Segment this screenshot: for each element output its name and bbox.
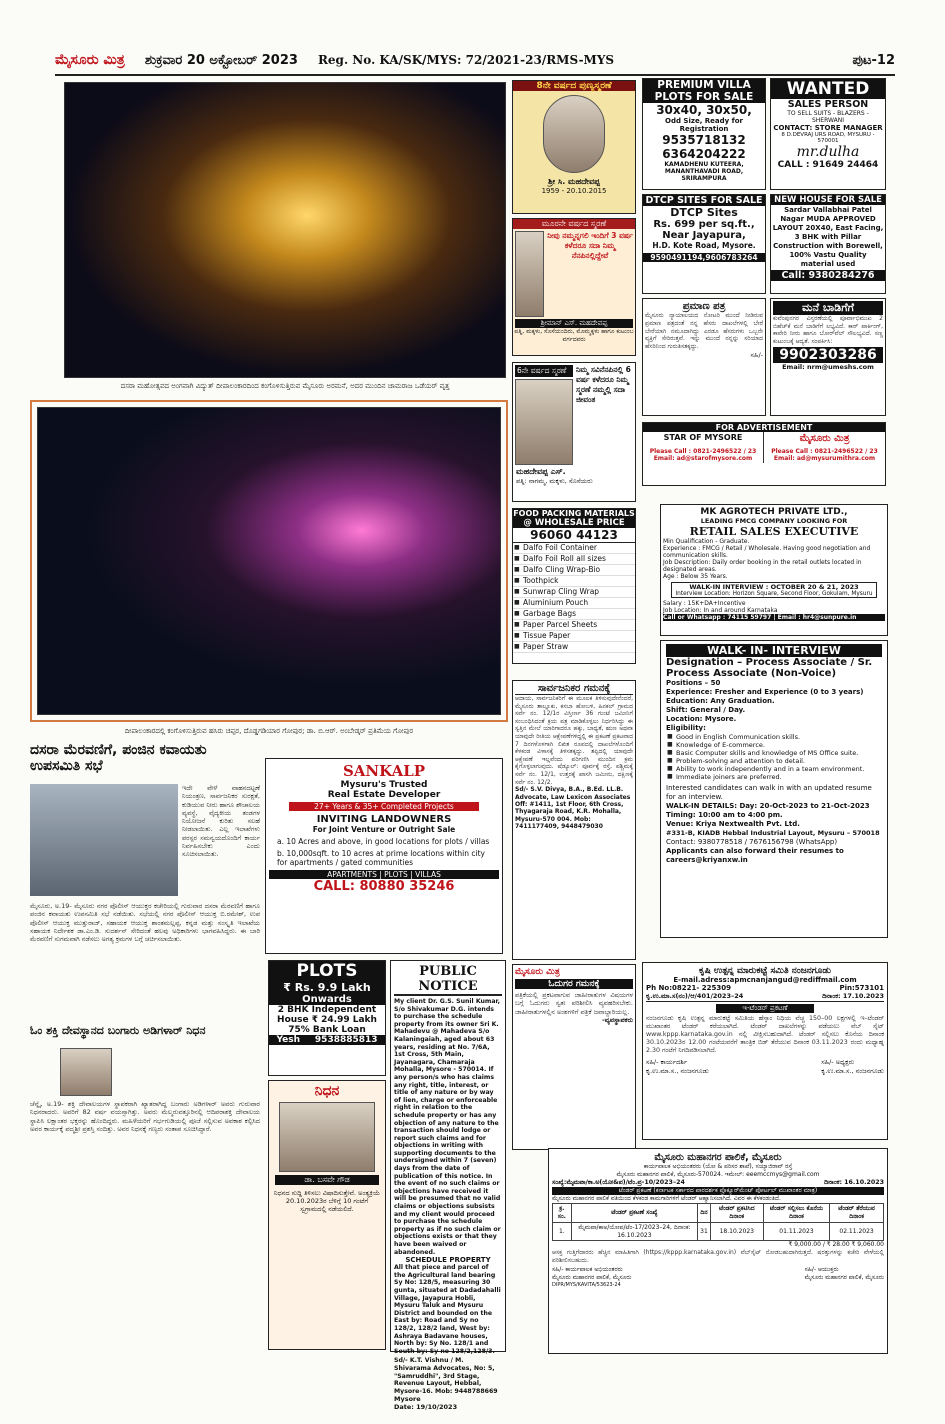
title: ಮೂರನೇ ವರ್ಷದ ಸ್ಮರಣೆ xyxy=(513,219,635,229)
phone: 96060 44123 xyxy=(513,528,635,543)
signature: ಕೃ.ಉ.ಮಾ.ಸ., ನಂಜನಗೂಡು xyxy=(646,1067,709,1075)
public-notice-kn xyxy=(512,680,636,960)
signature: ಮೈಸೂರು ಮಹಾನಗರ ಪಾಲಿಕೆ, ಮೈಸೂರು xyxy=(552,1274,632,1282)
table-header: ಟೆಂಡರ್ ತೆರೆಯುವ ದಿನಾಂಕ xyxy=(830,1204,884,1223)
phone: Call: 9380284276 xyxy=(771,270,885,281)
wanted-ad xyxy=(770,78,886,190)
clock-tower-illumination-photo xyxy=(37,407,501,715)
phone-1: 9535718132 xyxy=(662,133,746,147)
phone: Please Call : 0821-2496522 / 23 xyxy=(771,448,878,455)
schedule-title: SCHEDULE PROPERTY xyxy=(405,1256,491,1265)
pin: Pin:573101 xyxy=(839,984,884,992)
requirement: Job Description: Daily order booking in the retail outlets located in designated areas. xyxy=(663,559,862,573)
registration-number: Reg. No. KA/SK/MYS: 72/2021-23/RMS-MYS xyxy=(317,53,615,67)
title: ಮೈಸೂರು ಮಹಾನಗರ ಪಾಲಿಕೆ, ಮೈಸೂರು xyxy=(654,1152,782,1163)
list-item: ■ Paper Parcel Sheets xyxy=(513,620,635,631)
brand-logo: mr.dulha xyxy=(796,144,860,160)
new-house-ad xyxy=(770,194,886,294)
table-header: ದಿನ xyxy=(698,1204,711,1223)
article-headline: ಓಂ ಶಕ್ತಿ ದೇವಸ್ಥಾನದ ಬಂಗಾರು ಅಡಿಗಳಾರ್ ನಿಧನ xyxy=(30,1024,206,1037)
meeting-photo xyxy=(30,784,178,896)
list-item: ■ Sunwrap Cling Wrap xyxy=(513,587,635,598)
categories: APARTMENTS | PLOTS | VILLAS xyxy=(269,870,499,879)
list-item: ■ Dalfo Foil Roll all sizes xyxy=(513,554,635,565)
designation: Designation – Process Associate / Sr. Process Associate (Non-Voice) xyxy=(666,657,873,679)
phone: 9902303286 xyxy=(773,347,883,363)
email: Email: ad@starofmysore.com xyxy=(653,455,753,462)
line1: DTCP Sites xyxy=(670,206,738,219)
place: Mysore xyxy=(394,1395,421,1404)
portrait-photo xyxy=(279,1102,375,1172)
list-item: ■ Problem-solving and attention to detail. xyxy=(666,757,882,765)
photo-caption: ದೀಪಾಲಂಕಾರದಲ್ಲಿ ಕಂಗೊಳಿಸುತ್ತಿರುವ ಹಸಿರು ಚಪ್ಪರ, ದೊಡ್ಡಗಡಿಯಾರ ಗೋಪುರ; ಡಾ. ಬಿ.ಆರ್. ಅಂಬೇಡ್ಕರ್ ಪ್ರತಿಮೆಯ ಗೋಪುರ xyxy=(124,727,414,735)
title: ಓದುಗರ ಗಮನಕ್ಕೆ xyxy=(515,979,633,989)
title: 6ನೇ ವರ್ಷದ ಸ್ಮರಣೆ xyxy=(515,365,573,377)
list-item: ■ Dalfo Foil Container xyxy=(513,543,635,554)
timing: Timing: 10:00 am to 4:00 pm. xyxy=(666,811,783,819)
tender-subtitle: ಟೆಂಡರ್ ಪ್ರಕಟಣೆ (ಕರ್ನಾಟಕ ಸರ್ಕಾರದ ಪಾರದರ್ಶಕ ಪ್ರೊಕ್ಯೂರ್‌ಮೆಂಟ್ ಪೋರ್ಟಲ್ ಮುಖಾಂತರ ಮಾತ್ರ) xyxy=(552,1187,884,1195)
eligibility-list xyxy=(666,733,882,781)
table-header: ಕ್ರ. ಸಂ. xyxy=(553,1204,572,1223)
list-item: ■ Tissue Paper xyxy=(513,631,635,642)
sizes: 30x40, 30x50, xyxy=(656,103,752,117)
contact: CONTACT: STORE MANAGER xyxy=(773,124,883,132)
email: Email: ad@mysurumithra.com xyxy=(773,455,876,462)
name: ಶ್ರೀ ಸಿ. ಮಹದೇವಪ್ಪ xyxy=(548,177,600,186)
masthead xyxy=(55,46,895,76)
phone: CALL: 80880 35246 xyxy=(313,879,455,894)
portrait-photo xyxy=(60,1048,112,1096)
option-a: a. 10 Acres and above, in good locations for plots / villas xyxy=(277,837,490,846)
signature: ಸಹಿ/- ಕಾರ್ಯಪಾಲಕ ಅಭಿಯಂತರರು xyxy=(552,1266,623,1274)
description: Sardar Vallabhai Patel Nagar MUDA APPROVED LAYOUT 20X40, East Facing, 3 BHK with Pillar Construction with Borewell, 100% Vastu Quality material used xyxy=(772,206,884,268)
sankalp-ad xyxy=(265,758,503,954)
contact: Call or Whatsapp : 74115 59797 | Email : hr4@sunpure.in xyxy=(663,614,885,621)
text: ನಿಮ್ಮ ಸವಿನೆನಪಿನಲ್ಲಿ 6 ವರ್ಷ ಕಳೆದರೂ ನಿಮ್ಮ ಸ್ಮರಣೆ ನಮ್ಮಲ್ಲಿ ಸದಾ ಜೀವಂತ xyxy=(576,365,631,404)
onwards: Onwards xyxy=(269,994,385,1005)
photo-caption: ದಸರಾ ಮಹೋತ್ಸವದ ಅಂಗವಾಗಿ ವಿದ್ಯುತ್ ದೀಪಾಲಂಕಾರದಿಂದ ಕಂಗೊಳಿಸುತ್ತಿರುವ ಮೈಸೂರು ಅರಮನೆ, ಅದರ ಮುಂದಿನ ಚಾಮರಾಜ ಒಡೆಯರ್ ವೃತ್ತ xyxy=(120,382,450,390)
signature: ಸಹಿ/- ಆಯುಕ್ತರು xyxy=(804,1266,839,1274)
schedule: All that piece and parcel of the Agricultural land bearing Sy No: 128/5, measuring 30 gunta, situated at Dadadahalli Village, Jayapura Hobli, Mysuru Taluk and Mysuru District and bounded on the East by: Road and Sy no 128/2, 128/2 land, West by: Ashraya Badavane houses, North by: Sy No. 128/1 and South by: Sy no 128/2,128/3. xyxy=(394,1264,501,1355)
experience: Experience: Fresher and Experience (0 to 3 years) xyxy=(666,688,864,696)
reference: ಸಂಖ್ಯೆ:ಮೈಮಪಾ/ಕಾ.ಅ(ಯೋ&ಪ)/ಟೆಂ.ಪ್ರ-10/2023–24 xyxy=(552,1179,685,1186)
position: SALES PERSON xyxy=(787,99,869,110)
signature: ಸಹಿ/- ಕಾರ್ಯದರ್ಶಿ xyxy=(646,1058,688,1066)
list-item: ■ Dalfo Cling Wrap-Bio xyxy=(513,565,635,576)
brand: Yesh xyxy=(276,1035,301,1045)
list-item: ■ Garbage Bags xyxy=(513,609,635,620)
readers-notice xyxy=(512,964,636,1150)
masthead-logo: ಮೈಸೂರು ಮಿತ್ರ xyxy=(55,52,125,68)
title: PUBLIC NOTICE xyxy=(394,964,502,996)
dates: 1959 - 20.10.2015 xyxy=(541,187,607,195)
house-price: House ₹ 24.99 Lakh xyxy=(277,1015,377,1025)
page-number: ಪುಟ-12 xyxy=(852,52,895,68)
title: WALK- IN- INTERVIEW xyxy=(666,644,882,657)
obituary-ad xyxy=(268,1080,386,1350)
phone: 9538885813 xyxy=(314,1035,378,1045)
title: ಮನೆ ಬಾಡಿಗೆಗೆ xyxy=(773,301,883,315)
note: Interested candidates can walk in with an updated resume for an interview. xyxy=(666,784,872,801)
title: PLOTS xyxy=(269,961,385,981)
tagline: Mysuru's Trusted xyxy=(340,780,428,790)
table-header: ಟೆಂಡರ್ ಪ್ರಕಟಣೆ ಸಂಖ್ಯೆ xyxy=(571,1204,697,1223)
phone: Ph No:08221- 225309 xyxy=(646,984,731,992)
family: ಪತ್ನಿ: ನಾಗಮ್ಮ, ಮಕ್ಕಳು, ಸೊಸೆಯರು xyxy=(516,477,593,485)
tagline: Real Estate Developer xyxy=(327,790,441,800)
body: ಆದಾಯ, ಸಾರ್ವಜನಿಕರಿಗೆ ಈ ಮೂಲಕ ತಿಳಿಸುವುದೇನೆಂದರೆ, ಮೈಸೂರು ತಾಲ್ಲೂಕು, ಕಸಬಾ ಹೋಬಳಿ, ಹಿನಕಲ್ ಗ್ರಾಮದ ಸರ್ವೆ ನಂ. 12/1ರ ವಿಸ್ತೀರ್ಣ 36 ಗುಂಟೆ ಜಮೀನಿಗೆ ಸಂಬಂಧಿಸಿದಂತೆ ಕ್ರಯ ಪತ್ರ ಮಾಡಿಕೊಳ್ಳಲು ನಿರ್ಧರಿಸಿದ್ದು ಈ ಸ್ವತ್ತಿನ ಮೇಲೆ ಯಾರಿಗಾದರೂ ಹಕ್ಕು, ಬಾಧ್ಯತೆ, ಋಣ ಅಥವಾ ಯಾವುದೇ ರೀತಿಯ ಆಕ್ಷೇಪಣೆಗಳಿದ್ದಲ್ಲಿ ಈ ಪ್ರಕಟಣೆ ಪ್ರಕಟವಾದ 7 ದಿನಗಳೊಳಗಾಗಿ ಲಿಖಿತ ರೂಪದಲ್ಲಿ ದಾಖಲೆಗಳೊಂದಿಗೆ ಕೆಳಕಂಡ ವಿಳಾಸಕ್ಕೆ ತಿಳಿಸತಕ್ಕದ್ದು. ತಪ್ಪಿದಲ್ಲಿ ಯಾವುದೇ ಆಕ್ಷೇಪಣೆ ಇಲ್ಲವೆಂದು ಪರಿಗಣಿಸಿ ಮುಂದಿನ ಕ್ರಮ ಕೈಗೊಳ್ಳಲಾಗುವುದು. ಷೆಡ್ಯೂಲ್: ಪೂರ್ವಕ್ಕೆ ರಸ್ತೆ, ಪಶ್ಚಿಮಕ್ಕೆ ಸರ್ವೆ ನಂ. 12/1, ಉತ್ತರಕ್ಕೆ ಖಾಸಗಿ ಜಮೀನು, ದಕ್ಷಿಣಕ್ಕೆ ಸರ್ವೆ ನಂ. 12/2. xyxy=(515,695,633,786)
list-item: ■ Ability to work independently and in a team environment. xyxy=(666,765,882,773)
villa-plots-ad xyxy=(642,78,766,190)
remembrance-ad xyxy=(512,362,636,502)
position: RETAIL SALES EXECUTIVE xyxy=(689,525,859,538)
subtitle: LEADING FMCG COMPANY LOOKING FOR xyxy=(700,517,848,525)
date: ದಿನಾಂಕ: 17.10.2023 xyxy=(822,992,884,1000)
table-row: 1. ಮೈಮಪಾ/ಕಾಅ/ಯೋಪ/ಟೆಂ-17/2023–24, ದಿನಾಂಕ: 16.10.2023 31 18.10.2023 01.11.2023 02.11.2023 xyxy=(553,1223,884,1241)
affidavit-notice xyxy=(642,298,766,416)
bank-loan: 75% Bank Loan xyxy=(288,1025,366,1035)
note: Odd Size, Ready for Registration xyxy=(665,117,743,133)
apmc-tender-notice xyxy=(642,962,888,1140)
reference: ಕೃ.ಉ.ಮಾ.ಸ(ನಂ)/ಆ/401/2023–24 xyxy=(646,992,744,1000)
house-line: 2 BHK Independent xyxy=(277,1005,377,1015)
details: WALK-IN DETAILS: Day: 20-Oct-2023 to 21-Oct-2023 xyxy=(666,802,870,810)
list-item: ■ Aluminium Pouch xyxy=(513,598,635,609)
positions: Positions – 50 xyxy=(666,679,721,687)
phone: Please Call : 0821-2496522 / 23 xyxy=(649,448,757,455)
job-location: Job Location: In and around Karnataka xyxy=(663,607,778,614)
company: MK AGROTECH PRIVATE LTD., xyxy=(700,507,848,517)
requirement: Age : Below 35 Years. xyxy=(663,573,728,580)
dtcp-sites-ad xyxy=(642,194,766,294)
title: FOOD PACKING MATERIALS xyxy=(513,509,635,518)
title: ನಿಧನ xyxy=(314,1083,340,1099)
public-notice-ad xyxy=(390,960,506,1412)
mk-agrotech-ad xyxy=(660,504,888,636)
title: DTCP SITES FOR SALE xyxy=(643,195,765,206)
name: ಶ್ರೀಮಾನ್ ಎಸ್. ಮಹದೇವಪ್ಪ xyxy=(515,319,633,328)
education: Education: Any Graduation. xyxy=(666,697,775,705)
subtitle: ಕಾರ್ಯಪಾಲಕ ಅಭಿಯಂತರರು (ಯೋ & ಪರಿಸರ ಶಾಖೆ), ಸಯ್ಯಾಜಿರಾವ್ ರಸ್ತೆ xyxy=(643,1163,793,1170)
signature: -ವ್ಯವಸ್ಥಾಪಕರು xyxy=(602,1015,633,1024)
eligibility: Eligibility: xyxy=(666,724,706,732)
signature: ಸಹಿ/- ಅಧ್ಯಕ್ಷರು xyxy=(821,1058,855,1066)
location: Interview Location: Horizon Square, Second Floor, Gokulam, Mysuru xyxy=(675,591,873,597)
article-body: ಮೈಸೂರು, ಅ.19- ಮೈಸೂರು ನಗರ ಪೊಲೀಸ್ ಆಯುಕ್ತರ ಕಚೇರಿಯಲ್ಲಿ ಗುರುವಾರ ದಸರಾ ಮೆರವಣಿಗೆ ಹಾಗೂ ಪಂಜಿನ ಕವಾಯತು ಉಪಸಮಿತಿ ಸಭೆ ನಡೆಯಿತು. ಸಭೆಯಲ್ಲಿ ನಗರ ಪೊಲೀಸ್ ಆಯುಕ್ತ ಬಿ.ರಮೇಶ್, ಉಪ ಪೊಲೀಸ್ ಆಯುಕ್ತ ಮುತ್ತುರಾಜ್, ಸಹಾಯಕ ಆಯುಕ್ತ ಶಾಂತಮಲ್ಲಪ್ಪ, ಕನ್ನಡ ಮತ್ತು ಸಂಸ್ಕೃತಿ ಇಲಾಖೆಯ ಸಹಾಯಕ ನಿರ್ದೇಶಕ ಡಾ.ಎಂ.ಡಿ. ಸುದರ್ಶನ್ ಸೇರಿದಂತೆ ಹಲವು ಅಧಿಕಾರಿಗಳು ಭಾಗವಹಿಸಿದ್ದರು. ಈ ಬಾರಿ ಮೆರವಣಿಗೆ ಸುಗಮವಾಗಿ ನಡೆಸಲು ಅಗತ್ಯ ಕ್ರಮಗಳ ಬಗ್ಗೆ ಚರ್ಚಿಸಲಾಯಿತು. xyxy=(30,902,260,944)
venue: Venue: Kriya Nextwealth Pvt. Ltd. xyxy=(666,820,800,828)
body: ನಂಜನಗೂಡು ಕೃಷಿ ಉತ್ಪನ್ನ ಮಾರುಕಟ್ಟೆ ಸಮಿತಿಯ ಹೆಸ್ಕಾಂ ನಿಧಿಯ ವೆಚ್ಚ 150–00 ಲಕ್ಷಗಳಲ್ಲಿ ಇ–ಟೆಂಡರ್ ಮುಖಾಂತರ ಟೆಂಡರ್ ಕರೆಯಲಾಗಿದೆ. ಟೆಂಡರ್ ದಾಖಲೆಗಳನ್ನು ಪಡೆಯಲು ವೆಬ್ ಸೈಟ್ www.kppp.karnataka.gov.in ನಲ್ಲಿ ವೀಕ್ಷಿಸಬಹುದಾಗಿದೆ. ಟೆಂಡರ್ ಸಲ್ಲಿಸಲು ಕೊನೆಯ ದಿನಾಂಕ 30.10.2023ರ 12.00 ಗಂಟೆಯವರೆಗೆ ತಾಂತ್ರಿಕ ಬಿಡ್ ತೆರೆಯುವ ದಿನಾಂಕ 03.11.2023 ರಂದು ಮಧ್ಯಾಹ್ನ 2.30 ಗಂಟೆಗೆ ನಿಗದಿಪಡಿಸಲಾಗಿದೆ. xyxy=(646,1015,884,1054)
shift: Shift: General / Day. xyxy=(666,706,746,714)
table-header: ಟೆಂಡರ್ ಪ್ರಕಟಿಸಿದ ದಿನಾಂಕ xyxy=(710,1204,763,1223)
article-headline: ದಸರಾ ಮೆರವಣಿಗೆ, ಪಂಜಿನ ಕವಾಯತು ಉಪಸಮಿತಿ ಸಭೆ xyxy=(30,742,207,774)
role: TO SELL SUITS - BLAZERS - SHERWANI xyxy=(787,110,869,124)
headline: INVITING LANDOWNERS xyxy=(316,814,452,825)
date: Date: 19/10/2023 xyxy=(394,1403,458,1412)
phone-2: 6364204222 xyxy=(662,147,746,161)
title: WANTED xyxy=(771,79,885,99)
location: Location: Mysore. xyxy=(666,715,737,723)
intro: ಮೈಸೂರು ಮಹಾನಗರ ಪಾಲಿಕೆ ವತಿಯಿಂದ ಕೆಳಕಂಡ ಕಾಮಗಾರಿಗಳಿಗೆ ಟೆಂಡರ್ ಆಹ್ವಾನಿಸಲಾಗಿದೆ. ವಿವರ ಈ ಕೆಳಕಂಡಂತಿದೆ. xyxy=(552,1195,781,1202)
dipr-code: DIPR/MYS/KAVITA/53623-24 xyxy=(552,1282,621,1289)
list-item: ■ Paper Straw xyxy=(513,642,635,653)
mysuru-mithra-logo: ಮೈಸೂರು ಮಿತ್ರ xyxy=(799,433,850,444)
remembrance-ad xyxy=(512,218,636,356)
phone: CALL : 91649 24464 xyxy=(777,160,879,170)
price: ₹ Rs. 9.9 Lakh xyxy=(269,981,385,994)
requirement: Experience : FMCG / Retail / Wholesale. Having good negotiation and communication skills. xyxy=(663,545,871,559)
text: ನೀವು ನಮ್ಮನ್ನಗಲಿ ಇಂದಿಗೆ 3 ವರ್ಷ ಕಳೆದರೂ ಸದಾ ನಿಮ್ಮ ನೆನಪಿನಲ್ಲಿದ್ದೇವೆ xyxy=(547,231,633,260)
tender-table xyxy=(552,1203,884,1241)
portrait-photo xyxy=(515,231,544,317)
issue-date: ಶುಕ್ರವಾರ 20 ಅಕ್ಟೋಬರ್ 2023 xyxy=(144,52,298,68)
signature: Sd/- K.T. Vishnu / M. Shivarama Advocates, No: 5, "Samruddhi", 3rd Stage, Revenue Layout, Hebbal, Mysore-16. Mob: 9448788669 xyxy=(394,1357,498,1395)
body: ಪತ್ರಿಕೆಯಲ್ಲಿ ಪ್ರಕಟವಾಗುವ ಜಾಹೀರಾತುಗಳ ವಿಷಯಗಳ ಬಗ್ಗೆ ಓದುಗರು ಸ್ವತಃ ಪರಿಶೀಲಿಸಿ ವ್ಯವಹರಿಸಬೇಕು. ಜಾಹೀರಾತುಗಳಲ್ಲಿನ ಅಂಶಗಳಿಗೆ ಪತ್ರಿಕೆ ಜವಾಬ್ದಾರಿಯಲ್ಲ. xyxy=(515,991,633,1016)
house-rent-ad xyxy=(770,298,886,416)
body: My client Dr. G.S. Sunil Kumar, S/o Shivakumar D.G. intends to purchase the schedule property from its owner Sri K. Mahadevu @ Mahadeva S/o Kalaningaiah, aged about 63 years, residing at No. 7/6A, 1st Cross, 5th Main, Jayanagara, Chamaraja Mohalla, Mysore - 570014. If any person/s who has claims any right, title, interest, or title of any nature or by way of lien, charge or enforceable right in relation to the schedule property or has any objection of any nature to the transaction should lodge or report such claims and for objections in writing with supporting documents to the undersigned within 7 (seven) days from the date of publication of this notice. In the event of no such claims or objections have received it will be presumed that no valid claims or objections subsists and my client would proceed to purchase the schedule property as if no such claim or objections exists or that they have been waived or abandoned. xyxy=(394,998,501,1256)
food-packing-ad xyxy=(512,508,636,664)
requirement: Min Qualification - Graduate. xyxy=(663,538,750,545)
salary: Salary : 15K+DA+Incentive xyxy=(663,600,746,607)
text: ನಿಧನದ ಸುದ್ದಿ ತಿಳಿಸಲು ವಿಷಾದಿಸುತ್ತೇವೆ. ಅಂತ್ಯಕ್ರಿಯೆ 20.10.2023ರ ಬೆಳಿಗ್ಗೆ 10 ಗಂಟೆಗೆ ಸ್ವಗ್ರಾಮದಲ್ಲಿ ನಡೆಯಲಿದೆ. xyxy=(273,1189,381,1213)
fees: ₹ 9,000.00 / ₹ 28.00 ₹ 9,060.00 xyxy=(788,1241,884,1248)
body: ಕುವೆಂಪುನಗರ ವಿಸ್ತರಣೆಯಲ್ಲಿ ಪೂರ್ವಾಭಿಮುಖ 2 ಬಿಹೆಚ್‌ಕೆ ಮನೆ ಬಾಡಿಗೆಗೆ ಲಭ್ಯವಿದೆ. ಕಾರ್ ಪಾರ್ಕಿಂಗ್, ಕಾವೇರಿ ನೀರು ಹಾಗೂ ಬೋರ್‌ವೆಲ್ ಸೌಲಭ್ಯವಿದೆ. ಸಣ್ಣ ಕುಟುಂಬಕ್ಕೆ ಆದ್ಯತೆ. ಸಂಪರ್ಕಿಸಿ: xyxy=(773,315,883,345)
signature: Sd/- S.V. Divya, B.A., B.Ed. LL.B. Advocate, Law Lexicon Associates Off: #1411, 1st Floor, 6th Cross, Thyagaraja Road, K.R. Mohalla, Mysuru-570 004. Mob: 7411177409, 9448479030 xyxy=(515,786,631,831)
memorial-ad xyxy=(512,80,636,214)
email: E-mail.adress:apmcnanjangud@rediffmail.com xyxy=(673,976,857,984)
address: 8 D.DEVRAJ URS ROAD, MYSURU - 570001 xyxy=(781,132,875,144)
plots-ad xyxy=(268,960,386,1076)
advertisement-contact xyxy=(642,422,886,486)
brand-name: SANKALP xyxy=(342,762,426,780)
body: ಮೈಸೂರು ನ್ಯಾಯಾಲಯದ ನೋಟರಿ ಮುಂದೆ ನೀಡಿರುವ ಪ್ರಮಾಣ ಪತ್ರದಂತೆ ನನ್ನ ಹೆಸರು ದಾಖಲೆಗಳಲ್ಲಿ ಬೇರೆ ಬೇರೆಯಾಗಿ ನಮೂದಾಗಿದ್ದು ಎರಡೂ ಹೆಸರುಗಳು ಒಬ್ಬನೇ ವ್ಯಕ್ತಿಗೆ ಸೇರಿರುತ್ತವೆ. ಇನ್ನು ಮುಂದೆ ನನ್ನನ್ನು ಸರಿಯಾದ ಹೆಸರಿನಿಂದ ಗುರುತಿಸತಕ್ಕದ್ದು. xyxy=(645,312,763,351)
star-of-mysore-logo: STAR OF MYSORE xyxy=(663,433,743,442)
resume-email: Applicants can also forward their resumes to careers@kriyanxw.in xyxy=(666,847,844,864)
list-item: ■ Immediate joiners are preferred. xyxy=(666,773,882,781)
signature: ಸಹಿ/- xyxy=(750,350,763,359)
clock-tower-photo-frame xyxy=(30,400,508,722)
palace-illumination-photo xyxy=(64,82,506,378)
name: ಡಾ. ಬಸವೇ ಗೌಡ xyxy=(275,1175,379,1185)
family: ಪತ್ನಿ, ಮಕ್ಕಳು, ಸೊಸೆಯಂದಿರು, ಮೊಮ್ಮಕ್ಕಳು ಹಾಗೂ ಕುಟುಂಬ ವರ್ಗದವರು xyxy=(514,328,634,343)
signature: ಕೃ.ಉ.ಮಾ.ಸ., ನಂಜನಗೂಡು xyxy=(821,1067,884,1075)
title: ಸಾರ್ವಜನಿಕರ ಗಮನಕ್ಕೆ xyxy=(515,683,633,695)
title: ಪ್ರಮಾಣ ಪತ್ರ xyxy=(682,301,726,312)
title: NEW HOUSE FOR SALE xyxy=(771,195,885,205)
corporation-tender-notice xyxy=(548,1148,888,1354)
list-item: ■ Basic Computer skills and knowledge of MS Office suite. xyxy=(666,749,882,757)
title: 8ನೇ ವರ್ಷದ ಪುಣ್ಯಸ್ಮರಣೆ xyxy=(513,81,635,91)
subtitle: ಇ-ಟೆಂಡರ್ ಪ್ರಕಟಣೆ xyxy=(716,1004,814,1013)
article-body-col2: ಇದೇ ವೇಳೆ ವಾಹನದಟ್ಟಣೆ ನಿಯಂತ್ರಣ, ಸಾರ್ವಜನಿಕರ ಸುರಕ್ಷತೆ, ಕುಡಿಯುವ ನೀರು ಹಾಗೂ ಶೌಚಾಲಯ ವ್ಯವಸ್ಥೆ, ವೈದ್ಯಕೀಯ ತಂಡಗಳ ನಿಯೋಜನೆ ಕುರಿತು ಸಲಹೆ ನೀಡಲಾಯಿತು. ಎಲ್ಲ ಇಲಾಖೆಗಳು ಪರಸ್ಪರ ಸಮನ್ವಯದೊಂದಿಗೆ ಕಾರ್ಯ ನಿರ್ವಹಿಸಬೇಕು ಎಂದು ಸೂಚಿಸಲಾಯಿತು. xyxy=(182,784,260,859)
subtitle: @ WHOLESALE PRICE xyxy=(513,518,635,528)
walk-in-interview-ad xyxy=(660,640,888,938)
walk-in: WALK-IN INTERVIEW : OCTOBER 20 & 21, 2023 xyxy=(689,583,859,591)
signature: ಮೈಸೂರು ಮಹಾನಗರ ಪಾಲಿಕೆ, ಮೈಸೂರು xyxy=(804,1274,884,1282)
table-header: ಟೆಂಡರ್ ಸಲ್ಲಿಸಲು ಕೊನೆಯ ದಿನಾಂಕ xyxy=(763,1204,829,1223)
phone: 9590491194,9606783264 xyxy=(643,253,765,262)
list-item: ■ Toothpick xyxy=(513,576,635,587)
logo: ಮೈಸೂರು ಮಿತ್ರ xyxy=(515,967,560,977)
article-body: ಚೆನ್ನೈ, ಅ.19- ಶಕ್ತಿ ದೇವಾಲಯಗಳ ಸ್ಥಾಪಕರಾಗಿ ಖ್ಯಾತರಾಗಿದ್ದ ಬಂಗಾರು ಅಡಿಗಳಾರ್ ಅವರು ಗುರುವಾರ ನಿಧನರಾದರು. ಅವರಿಗೆ 82 ವರ್ಷ ವಯಸ್ಸಾಗಿತ್ತು. ಅವರು ಮೆಲ್ಮರುವತ್ತೂರಿನಲ್ಲಿ ಆದಿಪರಾಶಕ್ತಿ ದೇವಾಲಯ ಸ್ಥಾಪಿಸಿ ಲಕ್ಷಾಂತರ ಭಕ್ತರನ್ನು ಹೊಂದಿದ್ದರು. ಮಹಿಳೆಯರಿಗೆ ಗರ್ಭಗುಡಿಯಲ್ಲಿ ಪೂಜೆ ಸಲ್ಲಿಸುವ ಅವಕಾಶ ಕಲ್ಪಿಸಿದ ಅವರ ಕಾರ್ಯಕ್ಕೆ ಪದ್ಮಶ್ರೀ ಪ್ರಶಸ್ತಿ ಸಂದಿತ್ತು. ಅವರ ನಿಧನಕ್ಕೆ ಗಣ್ಯರು ಸಂತಾಪ ಸೂಚಿಸಿದ್ದಾರೆ. xyxy=(30,1100,260,1133)
location: KAMADHENU KUTEERA, MANANTHAVADI ROAD, SRIRAMPURA xyxy=(664,161,744,182)
portrait-photo xyxy=(515,379,573,465)
subheadline: For Joint Venture or Outright Sale xyxy=(312,825,456,834)
date: ದಿನಾಂಕ: 16.10.2023 xyxy=(824,1179,884,1186)
title: FOR ADVERTISEMENT xyxy=(643,423,885,432)
title: PREMIUM VILLA xyxy=(643,79,765,91)
email: Email: nrm@umeshs.com xyxy=(782,363,874,372)
contact: Contact: 9380778518 / 7676156798 (WhatsApp) xyxy=(666,838,838,846)
address: ಮೈಸೂರು ಮಹಾನಗರ ಪಾಲಿಕೆ, ಮೈಸೂರು-570024. ಇಮೇಲ್: eeemccmys@gmail.com xyxy=(616,1171,820,1178)
address: #331-B, KIADB Hebbal Industrial Layout, Mysuru – 570018 xyxy=(666,829,880,837)
price: Rs. 699 per sq.ft., xyxy=(653,219,755,230)
portrait-photo xyxy=(543,95,605,173)
location: Near Jayapura, xyxy=(662,230,746,241)
road: H.D. Kote Road, Mysore. xyxy=(652,241,756,250)
name: ಮಹದೇವಪ್ಪ ಎಸ್. xyxy=(516,467,566,476)
title: ಕೃಷಿ ಉತ್ಪನ್ನ ಮಾರುಕಟ್ಟೆ ಸಮಿತಿ ನಂಜನಗೂಡು xyxy=(698,966,832,976)
experience-badge: 27+ Years & 35+ Completed Projects xyxy=(289,802,479,811)
option-b: b. 10,000sqft. to 10 acres at prime locations within city for apartments / gated communities xyxy=(277,849,485,867)
list-item: ■ Good in English Communication skills. xyxy=(666,733,882,741)
product-list xyxy=(513,543,635,653)
list-item: ■ Knowledge of E-commerce. xyxy=(666,741,882,749)
subtitle: PLOTS FOR SALE xyxy=(643,91,765,103)
footer-text: ಆಸಕ್ತ ಗುತ್ತಿಗೆದಾರರು ಹೆಚ್ಚಿನ ಮಾಹಿತಿಗಾಗಿ (https://kppp.karnataka.gov.in) ವೆಬ್‌ಸೈಟ್ ನೋಡಬಹುದಾಗಿರುತ್ತದೆ. ಷರತ್ತುಗಳನ್ನು ಕಚೇರಿ ವೇಳೆಯಲ್ಲಿ ಪರಿಶೀಲಿಸಬಹುದು. xyxy=(552,1249,884,1264)
